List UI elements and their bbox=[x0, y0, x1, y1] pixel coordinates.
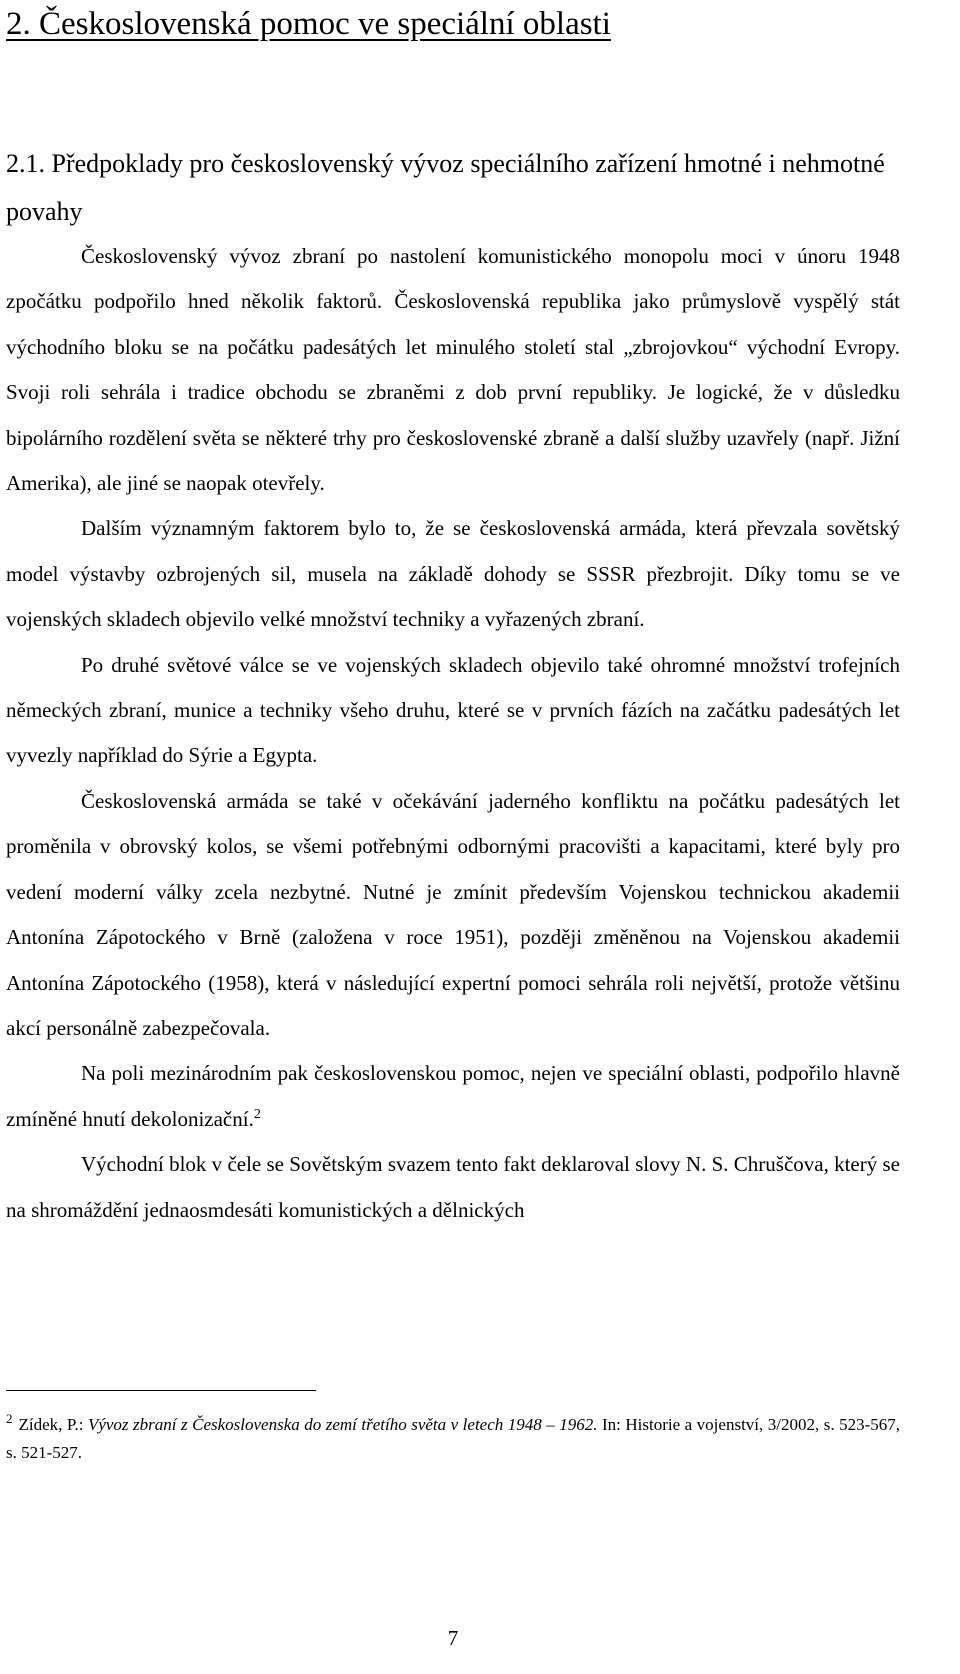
chapter-title: 2. Československá pomoc ve speciální oblasti bbox=[6, 6, 611, 42]
paragraph bbox=[6, 1051, 900, 1142]
document-page bbox=[6, 0, 900, 1674]
paragraph: Východní blok v čele se Sovětským svazem tento fakt deklaroval slovy N. S. Chruščova, který se na shromáždění jednaosmdesáti komunistických a dělnických bbox=[6, 1152, 900, 1222]
section-title: 2.1. Předpoklady pro československý vývoz speciálního zařízení hmotné i nehmotné povahy bbox=[6, 149, 885, 226]
footnote-author: Zídek, P.: bbox=[18, 1415, 84, 1434]
footnote-number: 2 bbox=[6, 1411, 13, 1426]
footnote bbox=[6, 1405, 900, 1467]
footnote-source: In: Historie a vojenství, 3/2002, s. 523-567, s. 521-527. bbox=[6, 1415, 901, 1462]
paragraph: Československá armáda se také v očekávání jaderného konfliktu na počátku padesátých let proměnila v obrovský kolos, se všemi potřebnými odbornými pracovišti a kapacitami, které byly pro vedení moderní války zcela nezbytné. Nutné je zmínit především Vojenskou technickou akademii Antonína Zápotockého v Brně (založena v roce 1951), později změněnou na Vojenskou akademii Antonína Zápotockého (1958), která v následující expertní pomoci sehrála roli největší, protože většinu akcí personálně zabezpečovala. bbox=[6, 788, 900, 1040]
footnote-title: Vývoz zbraní z Československa do zemí třetího světa v letech 1948 – 1962. bbox=[87, 1415, 598, 1434]
footnote-separator bbox=[6, 1390, 316, 1391]
paragraph: Po druhé světové válce se ve vojenských skladech objevilo také ohromné množství trofejních německých zbraní, munice a techniky všeho druhu, které se v prvních fázích na začátku padesátých let vyvezly například do Sýrie a Egypta. bbox=[6, 652, 900, 768]
body-text bbox=[6, 234, 900, 1233]
paragraph: Československý vývoz zbraní po nastolení komunistického monopolu moci v únoru 1948 zpočátku podpořilo hned několik faktorů. Československá republika jako průmyslově vyspělý stát východního bloku se na počátku padesátých let minulého století stal „zbrojovkou“ východní Evropy. Svoji roli sehrála i tradice obchodu se zbraněmi z dob první republiky. Je logické, že v důsledku bipolárního rozdělení světa se některé trhy pro československé zbraně a další služby uzavřely (např. Jižní Amerika), ale jiné se naopak otevřely. bbox=[6, 244, 900, 496]
page-number: 7 bbox=[447, 1626, 459, 1650]
paragraph: Dalším významným faktorem bylo to, že se československá armáda, která převzala sovětský model výstavby ozbrojených sil, musela na základě dohody se SSSR přezbrojit. Díky tomu se ve vojenských skladech objevilo velké množství techniky a vyřazených zbraní. bbox=[6, 516, 900, 632]
paragraph-text: Na poli mezinárodním pak československou pomoc, nejen ve speciální oblasti, podpořilo hlavně zmíněné hnutí dekolonizační. bbox=[6, 1061, 900, 1131]
footnote-reference[interactable]: 2 bbox=[253, 1106, 261, 1122]
